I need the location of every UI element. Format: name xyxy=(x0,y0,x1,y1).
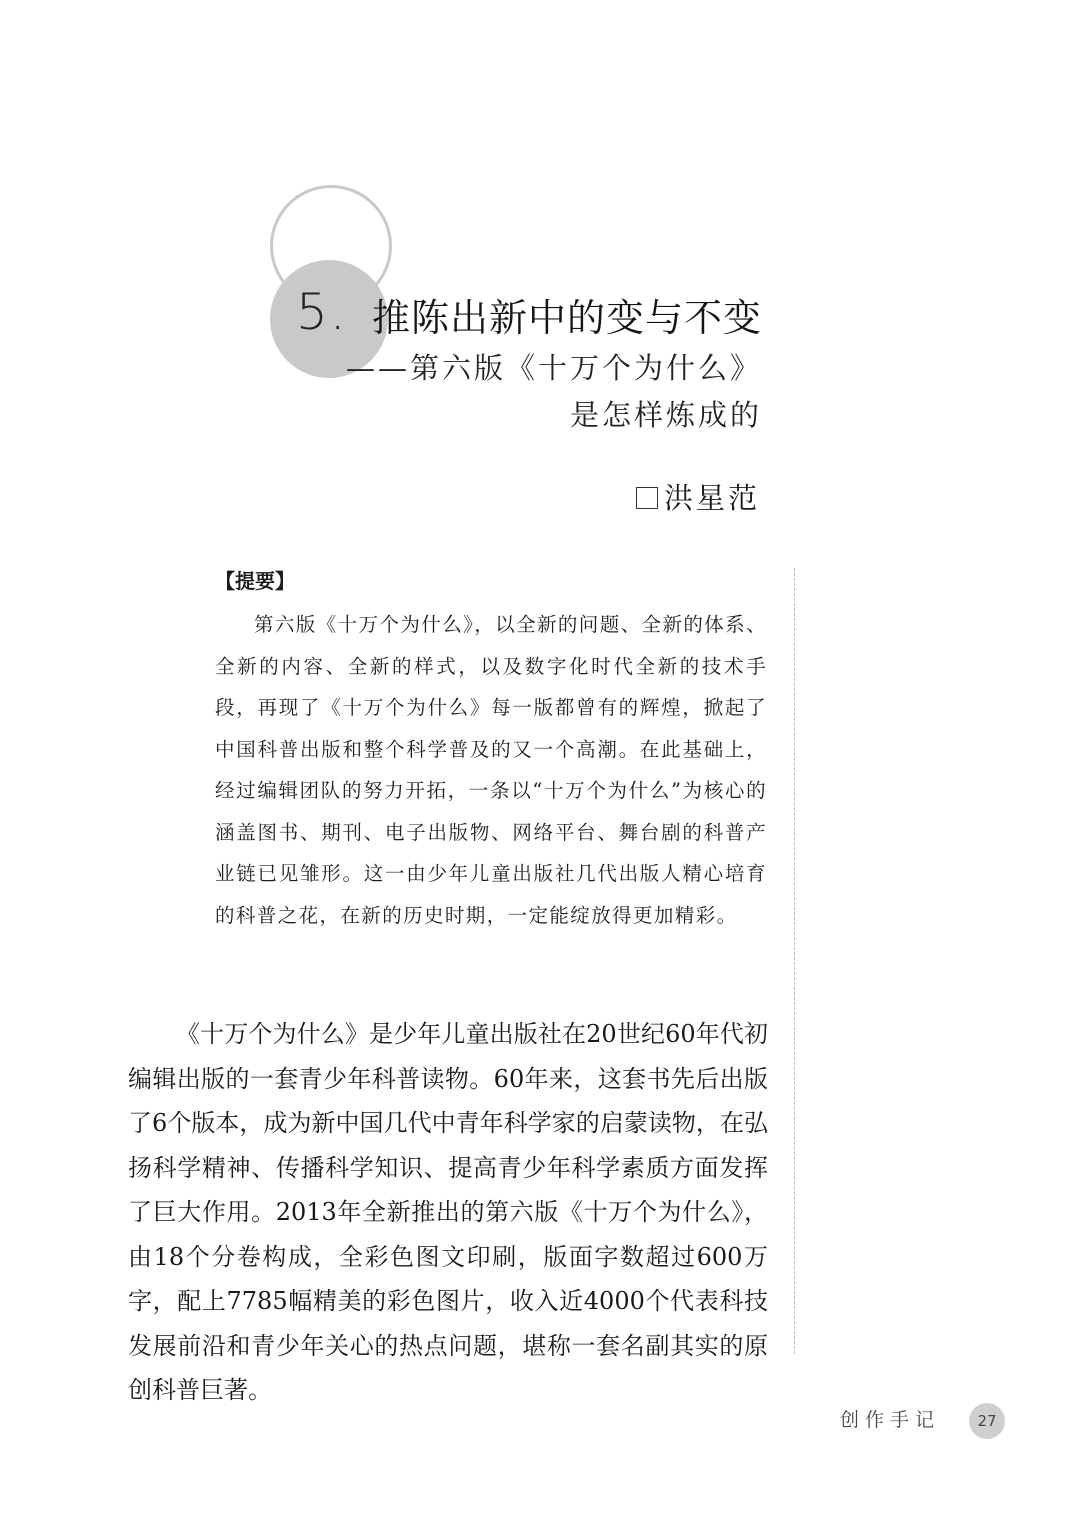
author-box-icon xyxy=(636,487,658,509)
page-number: 27 xyxy=(977,1412,997,1430)
author-name: 洪星范 xyxy=(663,481,760,515)
dotted-divider xyxy=(794,568,795,1354)
chapter-number: 5. xyxy=(296,283,348,341)
footer-section-label: 创作手记 xyxy=(840,1409,941,1431)
author-line xyxy=(636,478,760,518)
chapter-subtitle-line1: ——第六版《十万个为什么》 xyxy=(345,351,762,385)
abstract-section xyxy=(215,566,767,936)
body-paragraph: 《十万个为什么》是少年儿童出版社在20世纪60年代初编辑出版的一套青少年科普读物。60年来，这套书先后出版了6个版本，成为新中国几代中青年科学家的启蒙读物，在弘扬科学精神、传播科学知识、提高青少年科学素质方面发挥了巨大作用。2013年全新推出的第六版《十万个为什么》，由18个分卷构成，全彩色图文印刷，版面字数超过600万字，配上7785幅精美的彩色图片，收入近4000个代表科技发展前沿和青少年关心的热点问题，堪称一套名副其实的原创科普巨著。 xyxy=(128,1020,768,1404)
page-number-badge xyxy=(969,1403,1005,1439)
abstract-text: 第六版《十万个为什么》，以全新的问题、全新的体系、全新的内容、全新的样式，以及数字化时代全新的技术手段，再现了《十万个为什么》每一版都曾有的辉煌，掀起了中国科普出版和整个科学普及的又一个高潮。在此基础上，经过编辑团队的努力开拓，一条以“十万个为什么”为核心的涵盖图书、期刊、电子出版物、网络平台、舞台剧的科普产业链已见雏形。这一由少年儿童出版社几代出版人精心培育的科普之花，在新的历史时期，一定能绽放得更加精彩。 xyxy=(215,613,767,927)
chapter-subtitle-line2: 是怎样炼成的 xyxy=(569,398,762,432)
title-block xyxy=(242,292,762,438)
abstract-heading: 【提要】 xyxy=(215,569,295,593)
chapter-title: 推陈出新中的变与不变 xyxy=(371,296,762,340)
